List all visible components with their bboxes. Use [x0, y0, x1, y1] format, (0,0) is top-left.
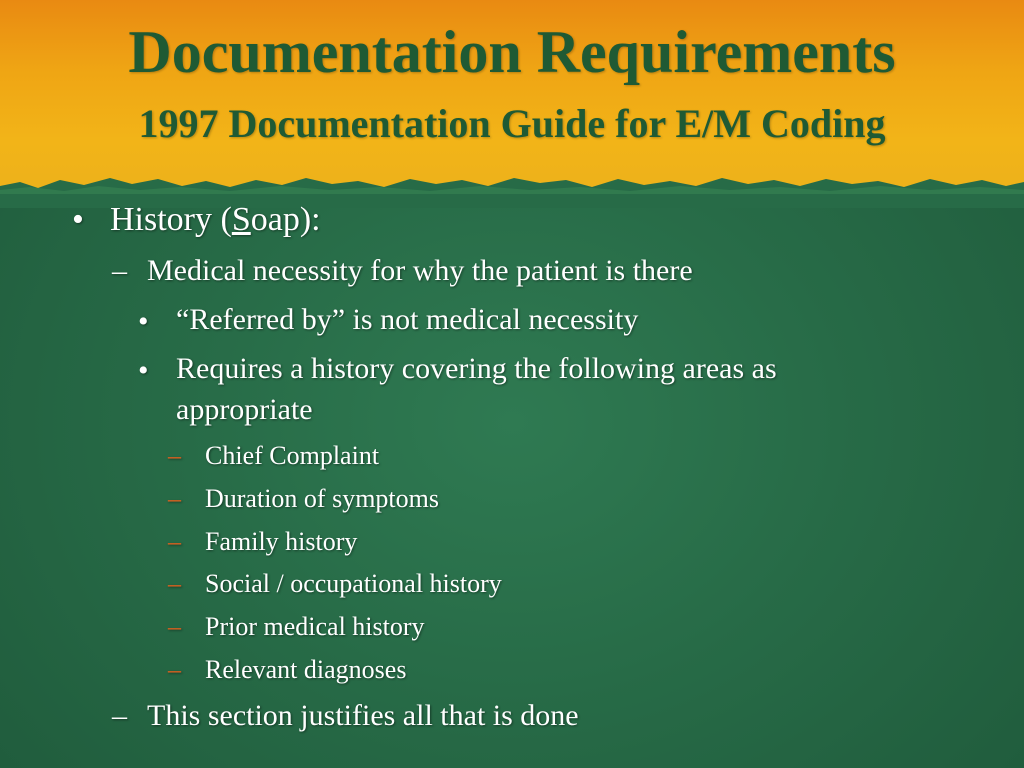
list-item-chief-complaint: Chief Complaint [205, 441, 380, 470]
list-item-duration-of-symptoms: Duration of symptoms [205, 484, 439, 513]
list-item-requires-history-continued: appropriate [176, 393, 313, 426]
list-item-referred-by: “Referred by” is not medical necessity [176, 303, 639, 336]
slide-title: Documentation Requirements [128, 19, 896, 85]
dash-marker: – [168, 484, 181, 513]
history-text-after: oap): [250, 201, 321, 238]
bullet-marker: • [72, 201, 84, 238]
list-item-prior-medical-history: Prior medical history [205, 612, 425, 641]
dash-marker: – [168, 569, 181, 598]
list-item-social-occupational-history: Social / occupational history [205, 569, 502, 598]
content-area [0, 190, 1024, 768]
bullet-marker: • [138, 354, 149, 387]
list-item-family-history: Family history [205, 527, 358, 556]
history-text-before: History ( [110, 201, 232, 238]
dash-marker: – [112, 254, 127, 287]
bullet-marker: • [138, 305, 149, 338]
dash-marker: – [168, 527, 181, 556]
subbullet-section-justifies: This section justifies all that is done [147, 699, 579, 732]
dash-marker: – [168, 441, 181, 470]
slide-subtitle: 1997 Documentation Guide for E/M Coding [138, 101, 886, 146]
list-item-requires-history: Requires a history covering the following areas as [176, 352, 777, 385]
bullet-history [110, 200, 321, 240]
list-item-relevant-diagnoses: Relevant diagnoses [205, 655, 407, 684]
dash-marker: – [168, 655, 181, 684]
history-text-underlined: S [231, 201, 251, 238]
subbullet-medical-necessity: Medical necessity for why the patient is there [147, 254, 693, 287]
dash-marker: – [112, 699, 127, 732]
dash-marker: – [168, 612, 181, 641]
